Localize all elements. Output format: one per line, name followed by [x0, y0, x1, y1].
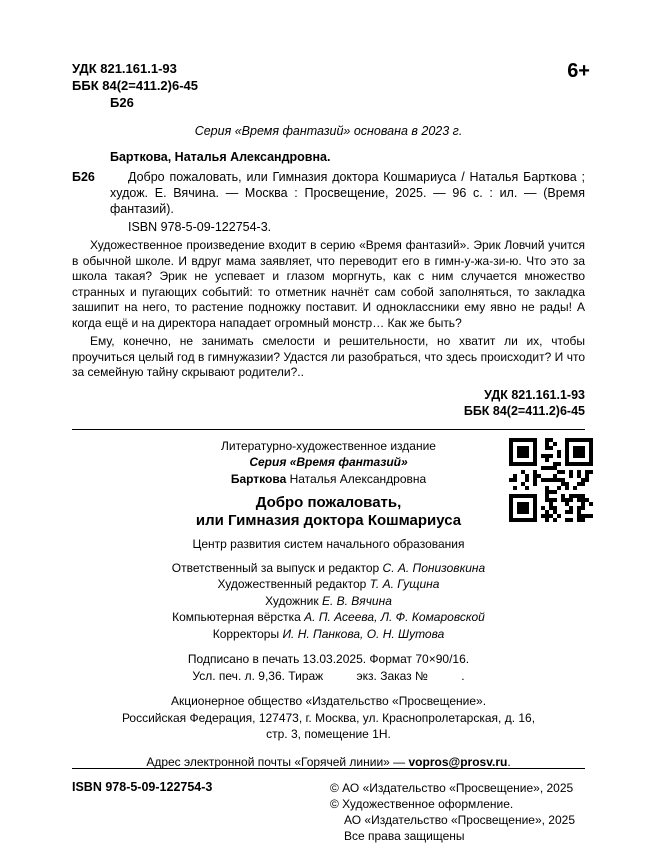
credit-names: А. П. Асеева, Л. Ф. Комаровской [304, 610, 485, 624]
bbk-code-bottom: ББК 84(2=411.2)6-45 [463, 403, 585, 418]
classification-codes-bottom [72, 387, 585, 419]
series-founded-note: Серия «Время фантазий» основана в 2023 г. [194, 124, 463, 138]
classification-codes-top [72, 60, 585, 111]
udk-code-top: УДК 821.161.1-93 [72, 61, 177, 76]
credit-names: С. А. Понизовкина [382, 560, 486, 575]
copyright-line-1: © АО «Издательство «Просвещение», 2025 [330, 781, 574, 795]
hotline-email-suffix: . [507, 754, 511, 769]
credit-role: Корректоры [212, 626, 280, 641]
credit-names: И. Н. Панкова, О. Н. Шутова [282, 626, 445, 641]
copyright-line-4: Все права защищены [344, 829, 465, 843]
book-title-line-2: или Гимназия доктора Кошмариуса [195, 512, 462, 529]
author-surname: Барткова [230, 471, 287, 486]
bbk-code-top: ББК 84(2=411.2)6-45 [72, 78, 199, 93]
page-footer [72, 768, 585, 844]
author-sign-code-margin: Б26 [72, 170, 95, 184]
bibliographic-description: Добро пожаловать, или Гимназия доктора Кошмариуса / Наталья Барткова ; худож. Е. Вячина. — Москва : Просвещение, 2025. — 96 с. : ил. — (Время фантазий). [110, 170, 585, 216]
credit-role: Ответственный за выпуск и редактор [171, 560, 380, 575]
credit-line [72, 593, 585, 610]
edition-type-line: Литературно-художественное издание [221, 438, 436, 453]
credit-line [72, 626, 585, 643]
publisher-address-line: Российская Федерация, 127473, г. Москва, ул. Краснопролетарская, д. 16, [121, 710, 536, 725]
udk-code-bottom: УДК 821.161.1-93 [484, 387, 585, 402]
credit-line [72, 560, 585, 577]
hotline-email-prefix: Адрес электронной почты «Горячей линии» — [146, 754, 409, 769]
series-line: Серия «Время фантазий» [249, 455, 408, 469]
annotation-paragraph-2: Ему, конечно, не занимать смелости и решительности, но хватит ли их, чтобы проучиться целый год в гимнужазии? Удастся ли разобраться, что здесь происходит? И что за семейную тайну скрывают родители?.. [72, 334, 585, 379]
credit-line [72, 609, 585, 626]
print-info-block [72, 651, 585, 684]
development-center-line: Центр развития систем начального образования [192, 537, 465, 551]
book-title-line-1: Добро пожаловать, [255, 494, 402, 511]
print-date-format-line: Подписано в печать 13.03.2025. Формат 70×90/16. [187, 652, 470, 666]
credit-names: Т. А. Гущина [369, 577, 440, 591]
copyright-line-3: АО «Издательство «Просвещение», 2025 [344, 813, 576, 827]
copyright-line-2: © Художественное оформление. [330, 797, 514, 811]
colophon [72, 438, 585, 771]
credit-line [72, 576, 585, 593]
credit-role: Художник [265, 593, 319, 608]
publisher-address-block [72, 693, 585, 743]
copyright-block [330, 780, 585, 844]
footer-isbn: ISBN 978-5-09-122754-3 [72, 780, 213, 794]
author-given-names: Наталья Александровна [286, 471, 427, 486]
catalog-author-heading: Барткова, Наталья Александровна. [110, 150, 331, 164]
publisher-name-line: Акционерное общество «Издательство «Просвещение». [170, 694, 487, 708]
hotline-email-address: vopros@prosv.ru [408, 754, 508, 769]
credit-names: Е. В. Вячина [321, 593, 392, 608]
credits-block [72, 560, 585, 643]
annotation-paragraph-1: Художественное произведение входит в серию «Время фантазий». Эрик Ловчий учится в обычной школе. И вдруг мама заявляет, что переводит его в гимн-у-жа-зи-ю. Что это за школа такая? Эрик не успевает и глазом моргнуть, как с ним случается множество странных и пугающих событий: то отметник начнёт сам собой заполняться, то закладка зашипит на него, то растение подножку поставит. И одноклассники ему явно не рады! А когда ещё и на директора нападает огромный монстр… Как же быть? [72, 238, 585, 330]
credit-role: Художественный редактор [217, 577, 367, 591]
isbn-line: ISBN 978-5-09-122754-3. [128, 220, 272, 234]
divider-top [72, 429, 585, 430]
author-sign-code-top: Б26 [110, 95, 134, 110]
print-run-line: Усл. печ. л. 9,36. Тираж экз. Заказ № . [192, 668, 465, 683]
age-rating-badge: 6+ [567, 60, 590, 82]
bibliographic-entry [72, 169, 585, 235]
qr-code [509, 438, 593, 522]
credit-role: Компьютерная вёрстка [172, 610, 301, 624]
publisher-address-line-2: стр. 3, помещение 1Н. [266, 727, 391, 741]
